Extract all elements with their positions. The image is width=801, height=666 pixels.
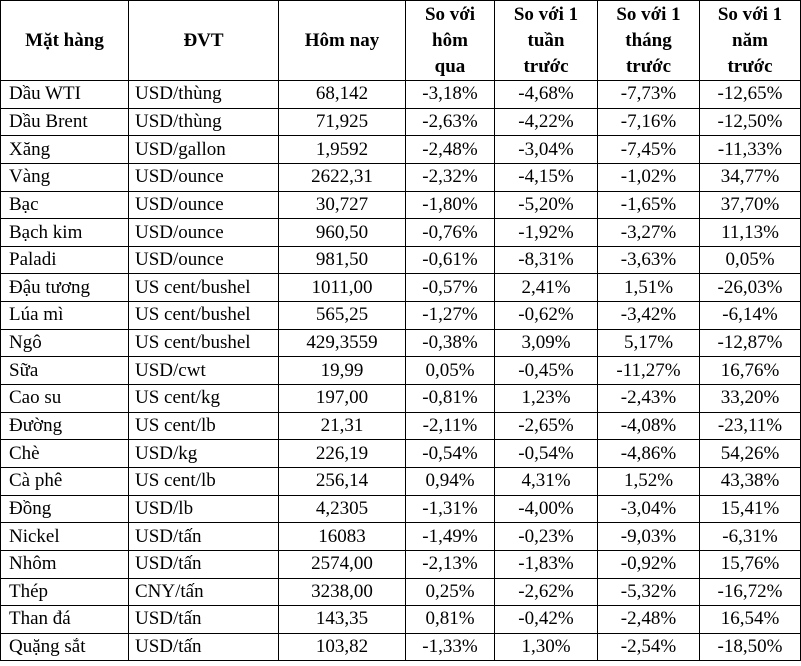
cell-vs-week: -1,92% bbox=[495, 219, 598, 247]
cell-vs-year: -11,33% bbox=[700, 136, 801, 164]
table-row bbox=[1, 191, 801, 219]
cell-vs-day: -0,76% bbox=[406, 219, 495, 247]
cell-unit: USD/ounce bbox=[129, 163, 279, 191]
cell-item: Ngô bbox=[1, 329, 129, 357]
cell-vs-week: -0,42% bbox=[495, 606, 598, 634]
cell-vs-year: -23,11% bbox=[700, 412, 801, 440]
cell-vs-week: -2,62% bbox=[495, 578, 598, 606]
cell-unit: USD/tấn bbox=[129, 523, 279, 551]
table-row bbox=[1, 329, 801, 357]
cell-vs-year: 37,70% bbox=[700, 191, 801, 219]
cell-vs-week: 3,09% bbox=[495, 329, 598, 357]
cell-vs-week: -0,23% bbox=[495, 523, 598, 551]
table-row bbox=[1, 412, 801, 440]
table-row bbox=[1, 606, 801, 634]
cell-vs-year: 54,26% bbox=[700, 440, 801, 468]
cell-today: 960,50 bbox=[279, 219, 406, 247]
cell-item: Xăng bbox=[1, 136, 129, 164]
cell-vs-day: -1,49% bbox=[406, 523, 495, 551]
cell-vs-week: -0,45% bbox=[495, 357, 598, 385]
cell-vs-week: -2,65% bbox=[495, 412, 598, 440]
cell-vs-month: -11,27% bbox=[598, 357, 700, 385]
table-row bbox=[1, 578, 801, 606]
cell-item: Thép bbox=[1, 578, 129, 606]
table-row bbox=[1, 385, 801, 413]
cell-vs-week: -1,83% bbox=[495, 550, 598, 578]
cell-today: 71,925 bbox=[279, 108, 406, 136]
cell-today: 143,35 bbox=[279, 606, 406, 634]
cell-vs-day: 0,25% bbox=[406, 578, 495, 606]
cell-item: Đồng bbox=[1, 495, 129, 523]
table-row bbox=[1, 357, 801, 385]
cell-vs-week: -3,04% bbox=[495, 136, 598, 164]
cell-vs-year: -26,03% bbox=[700, 274, 801, 302]
cell-vs-year: 43,38% bbox=[700, 467, 801, 495]
cell-vs-year: 0,05% bbox=[700, 246, 801, 274]
cell-vs-month: -3,27% bbox=[598, 219, 700, 247]
cell-item: Vàng bbox=[1, 163, 129, 191]
cell-vs-year: -6,14% bbox=[700, 302, 801, 330]
cell-today: 981,50 bbox=[279, 246, 406, 274]
cell-today: 256,14 bbox=[279, 467, 406, 495]
cell-vs-month: -2,48% bbox=[598, 606, 700, 634]
cell-unit: USD/tấn bbox=[129, 633, 279, 661]
cell-vs-month: -2,54% bbox=[598, 633, 700, 661]
cell-vs-day: -1,31% bbox=[406, 495, 495, 523]
cell-unit: US cent/kg bbox=[129, 385, 279, 413]
cell-vs-day: 0,05% bbox=[406, 357, 495, 385]
cell-vs-week: -4,22% bbox=[495, 108, 598, 136]
cell-vs-year: 16,54% bbox=[700, 606, 801, 634]
header-vs-week: So với 1 tuần trước bbox=[495, 1, 598, 81]
cell-today: 197,00 bbox=[279, 385, 406, 413]
cell-unit: US cent/bushel bbox=[129, 329, 279, 357]
table-row bbox=[1, 81, 801, 109]
cell-unit: USD/kg bbox=[129, 440, 279, 468]
table-row bbox=[1, 136, 801, 164]
cell-vs-day: -2,63% bbox=[406, 108, 495, 136]
cell-item: Chè bbox=[1, 440, 129, 468]
cell-vs-year: -12,50% bbox=[700, 108, 801, 136]
cell-vs-week: 4,31% bbox=[495, 467, 598, 495]
cell-vs-month: -1,65% bbox=[598, 191, 700, 219]
table-row bbox=[1, 163, 801, 191]
cell-unit: USD/tấn bbox=[129, 606, 279, 634]
cell-today: 16083 bbox=[279, 523, 406, 551]
header-item: Mặt hàng bbox=[1, 1, 129, 81]
cell-vs-day: -3,18% bbox=[406, 81, 495, 109]
table-row bbox=[1, 274, 801, 302]
cell-unit: US cent/bushel bbox=[129, 302, 279, 330]
cell-item: Sữa bbox=[1, 357, 129, 385]
cell-vs-month: -7,73% bbox=[598, 81, 700, 109]
cell-item: Bạch kim bbox=[1, 219, 129, 247]
cell-vs-day: 0,81% bbox=[406, 606, 495, 634]
cell-unit: USD/tấn bbox=[129, 550, 279, 578]
cell-vs-day: -0,61% bbox=[406, 246, 495, 274]
table-row bbox=[1, 523, 801, 551]
cell-unit: USD/cwt bbox=[129, 357, 279, 385]
cell-today: 103,82 bbox=[279, 633, 406, 661]
cell-vs-day: -0,57% bbox=[406, 274, 495, 302]
cell-vs-month: -0,92% bbox=[598, 550, 700, 578]
cell-item: Dầu WTI bbox=[1, 81, 129, 109]
cell-item: Đậu tương bbox=[1, 274, 129, 302]
header-vs-month: So với 1 tháng trước bbox=[598, 1, 700, 81]
cell-vs-month: 1,51% bbox=[598, 274, 700, 302]
cell-today: 429,3559 bbox=[279, 329, 406, 357]
table-row bbox=[1, 633, 801, 661]
cell-vs-month: -3,04% bbox=[598, 495, 700, 523]
cell-vs-month: -3,63% bbox=[598, 246, 700, 274]
cell-today: 21,31 bbox=[279, 412, 406, 440]
cell-unit: USD/gallon bbox=[129, 136, 279, 164]
table-row bbox=[1, 246, 801, 274]
cell-unit: USD/thùng bbox=[129, 108, 279, 136]
header-vs-day: So với hôm qua bbox=[406, 1, 495, 81]
cell-today: 565,25 bbox=[279, 302, 406, 330]
cell-vs-month: 1,52% bbox=[598, 467, 700, 495]
cell-vs-year: 15,41% bbox=[700, 495, 801, 523]
cell-vs-week: -4,00% bbox=[495, 495, 598, 523]
cell-today: 2622,31 bbox=[279, 163, 406, 191]
cell-vs-month: -9,03% bbox=[598, 523, 700, 551]
cell-vs-week: -0,54% bbox=[495, 440, 598, 468]
cell-vs-year: 15,76% bbox=[700, 550, 801, 578]
cell-vs-day: 0,94% bbox=[406, 467, 495, 495]
cell-vs-week: -4,68% bbox=[495, 81, 598, 109]
cell-vs-day: -0,38% bbox=[406, 329, 495, 357]
table-row bbox=[1, 467, 801, 495]
table-row bbox=[1, 219, 801, 247]
table-row bbox=[1, 495, 801, 523]
cell-vs-year: 16,76% bbox=[700, 357, 801, 385]
cell-vs-year: -16,72% bbox=[700, 578, 801, 606]
cell-item: Đường bbox=[1, 412, 129, 440]
cell-vs-week: 2,41% bbox=[495, 274, 598, 302]
cell-today: 1011,00 bbox=[279, 274, 406, 302]
cell-item: Cao su bbox=[1, 385, 129, 413]
header-today: Hôm nay bbox=[279, 1, 406, 81]
cell-vs-year: -12,87% bbox=[700, 329, 801, 357]
cell-vs-day: -0,54% bbox=[406, 440, 495, 468]
cell-vs-day: -2,13% bbox=[406, 550, 495, 578]
cell-vs-month: -1,02% bbox=[598, 163, 700, 191]
cell-vs-month: 5,17% bbox=[598, 329, 700, 357]
cell-vs-day: -0,81% bbox=[406, 385, 495, 413]
cell-vs-week: 1,30% bbox=[495, 633, 598, 661]
cell-vs-month: -3,42% bbox=[598, 302, 700, 330]
cell-vs-year: -18,50% bbox=[700, 633, 801, 661]
cell-today: 19,99 bbox=[279, 357, 406, 385]
header-unit: ĐVT bbox=[129, 1, 279, 81]
table-row bbox=[1, 302, 801, 330]
cell-item: Quặng sắt bbox=[1, 633, 129, 661]
cell-item: Paladi bbox=[1, 246, 129, 274]
cell-vs-day: -1,80% bbox=[406, 191, 495, 219]
cell-unit: CNY/tấn bbox=[129, 578, 279, 606]
cell-unit: US cent/bushel bbox=[129, 274, 279, 302]
cell-vs-month: -7,45% bbox=[598, 136, 700, 164]
cell-vs-month: -7,16% bbox=[598, 108, 700, 136]
cell-today: 3238,00 bbox=[279, 578, 406, 606]
cell-vs-week: 1,23% bbox=[495, 385, 598, 413]
cell-unit: USD/ounce bbox=[129, 246, 279, 274]
cell-item: Nhôm bbox=[1, 550, 129, 578]
cell-unit: USD/ounce bbox=[129, 219, 279, 247]
cell-item: Lúa mì bbox=[1, 302, 129, 330]
cell-vs-year: -12,65% bbox=[700, 81, 801, 109]
cell-today: 2574,00 bbox=[279, 550, 406, 578]
cell-vs-day: -1,33% bbox=[406, 633, 495, 661]
cell-item: Cà phê bbox=[1, 467, 129, 495]
table-row bbox=[1, 440, 801, 468]
cell-vs-month: -4,08% bbox=[598, 412, 700, 440]
cell-vs-week: -0,62% bbox=[495, 302, 598, 330]
cell-vs-day: -2,11% bbox=[406, 412, 495, 440]
cell-vs-year: 11,13% bbox=[700, 219, 801, 247]
table-row bbox=[1, 550, 801, 578]
cell-unit: US cent/lb bbox=[129, 412, 279, 440]
cell-vs-week: -5,20% bbox=[495, 191, 598, 219]
cell-today: 4,2305 bbox=[279, 495, 406, 523]
cell-vs-day: -2,32% bbox=[406, 163, 495, 191]
cell-today: 68,142 bbox=[279, 81, 406, 109]
cell-vs-year: 34,77% bbox=[700, 163, 801, 191]
cell-item: Nickel bbox=[1, 523, 129, 551]
cell-vs-year: -6,31% bbox=[700, 523, 801, 551]
cell-vs-month: -2,43% bbox=[598, 385, 700, 413]
cell-unit: USD/lb bbox=[129, 495, 279, 523]
cell-vs-month: -4,86% bbox=[598, 440, 700, 468]
cell-vs-day: -2,48% bbox=[406, 136, 495, 164]
cell-vs-year: 33,20% bbox=[700, 385, 801, 413]
cell-today: 30,727 bbox=[279, 191, 406, 219]
header-row bbox=[1, 1, 801, 81]
cell-today: 1,9592 bbox=[279, 136, 406, 164]
cell-item: Than đá bbox=[1, 606, 129, 634]
cell-today: 226,19 bbox=[279, 440, 406, 468]
cell-vs-week: -4,15% bbox=[495, 163, 598, 191]
cell-unit: USD/ounce bbox=[129, 191, 279, 219]
cell-vs-day: -1,27% bbox=[406, 302, 495, 330]
cell-item: Dầu Brent bbox=[1, 108, 129, 136]
cell-item: Bạc bbox=[1, 191, 129, 219]
cell-vs-month: -5,32% bbox=[598, 578, 700, 606]
cell-unit: US cent/lb bbox=[129, 467, 279, 495]
table-row bbox=[1, 108, 801, 136]
cell-unit: USD/thùng bbox=[129, 81, 279, 109]
header-vs-year: So với 1 năm trước bbox=[700, 1, 801, 81]
cell-vs-week: -8,31% bbox=[495, 246, 598, 274]
